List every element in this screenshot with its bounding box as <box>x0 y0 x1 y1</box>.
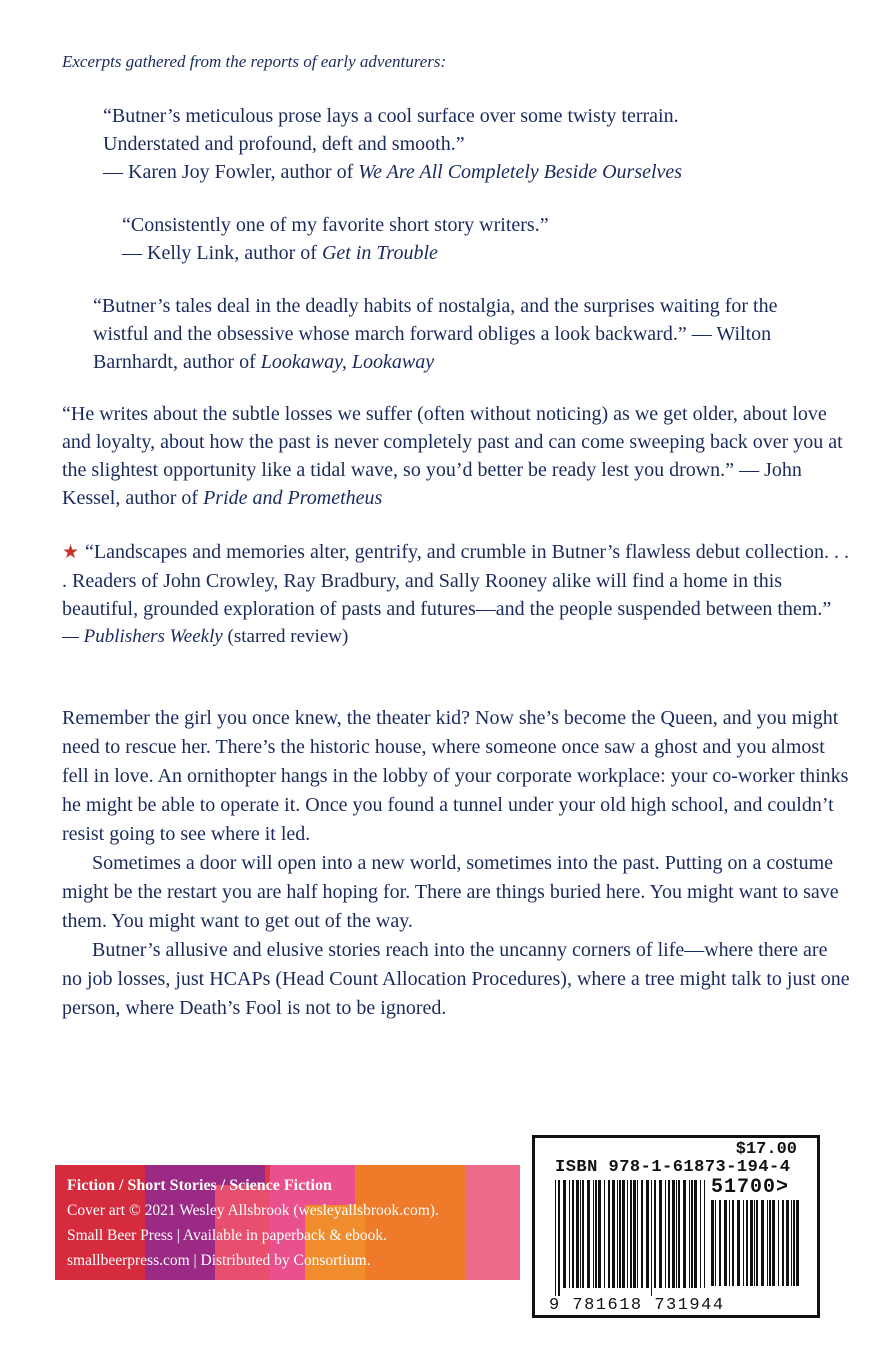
barcode-bar <box>576 1180 579 1288</box>
barcode-bar <box>622 1180 625 1288</box>
attribution-note: (starred review) <box>222 626 349 647</box>
attribution-author: — Kelly Link, author of <box>122 242 322 264</box>
barcode-bar <box>719 1200 721 1286</box>
barcode-bar <box>761 1200 764 1286</box>
barcode-bar <box>676 1180 677 1288</box>
barcode-bar <box>637 1180 638 1288</box>
attribution-author: — John Kessel, author of <box>62 459 802 509</box>
genre-categories: Fiction / Short Stories / Science Fiction <box>67 1177 332 1194</box>
description-paragraph-1: Remember the girl you once knew, the theater kid? Now she’s become the Queen, and you might need to rescue her. There’s the historic house, where someone once saw a ghost and you almost fell in love. An ornithopter hangs in the lobby of your corporate workplace: your co-worker thinks he might be able to operate it. Once you found a tunnel under your old high school, and couldn’t resist going to see where it led. <box>62 707 849 845</box>
publisher-text <box>67 1173 439 1273</box>
barcode-bar <box>593 1180 594 1288</box>
barcode-bar <box>711 1200 714 1286</box>
barcode-bar <box>619 1180 621 1288</box>
barcode-bar <box>756 1200 758 1286</box>
barcode-bar <box>582 1180 584 1288</box>
barcode-bar <box>595 1180 597 1288</box>
barcode-bar <box>769 1200 771 1286</box>
ean-number: 9 781618 731944 <box>549 1296 725 1315</box>
barcode-bar <box>580 1180 581 1288</box>
barcode-bar <box>641 1180 643 1288</box>
ean-barcode-bars <box>555 1180 705 1298</box>
description-paragraph-3: Butner’s allusive and elusive stories reach into the uncanny corners of life—where there are no job losses, just HCAPs (Head Count Allocation Procedures), where a tree might talk to just one person, where Death’s Fool is not to be ignored. <box>62 939 850 1019</box>
barcode-bar <box>689 1180 690 1288</box>
publisher-info-band <box>55 1165 520 1280</box>
barcode-bar <box>724 1200 727 1286</box>
barcode-bar <box>754 1200 755 1286</box>
barcode-bar <box>796 1200 799 1286</box>
attribution-source: Publishers Weekly <box>83 626 223 647</box>
barcode-bar <box>659 1180 662 1288</box>
blurb-quote-kessel <box>62 400 852 512</box>
barcode-bar <box>729 1200 730 1286</box>
quote-text: “Consistently one of my favorite short story writers.” <box>122 214 549 236</box>
barcode-bar <box>608 1180 610 1288</box>
blurb-quote-fowler <box>103 102 743 186</box>
barcode-bar <box>668 1180 670 1288</box>
quote-attribution <box>103 158 743 186</box>
barcode-bar <box>700 1180 701 1288</box>
barcode-bar <box>569 1180 570 1288</box>
price-supplement-code: 51700> <box>711 1176 790 1199</box>
excerpts-intro: Excerpts gathered from the reports of early adventurers: <box>62 52 447 71</box>
barcode-bar <box>558 1180 560 1296</box>
quote-text: “Butner’s meticulous prose lays a cool surface over some twisty terrain. Understated and profound, deft and smooth.” <box>103 105 679 155</box>
quote-text <box>62 538 852 623</box>
barcode-bar <box>604 1180 605 1288</box>
barcode-bar <box>665 1180 666 1288</box>
barcode-bar <box>691 1180 693 1288</box>
barcode-bar <box>782 1200 784 1286</box>
barcode-bar <box>646 1180 649 1288</box>
barcode-bar <box>767 1200 768 1286</box>
barcode-bar <box>672 1180 675 1288</box>
blurb-quote-barnhardt <box>93 292 813 376</box>
barcode-bar <box>627 1180 628 1288</box>
barcode-bar <box>694 1180 697 1288</box>
barcode-bar <box>563 1180 566 1288</box>
barcode-bar <box>746 1200 748 1286</box>
band-art-shape <box>465 1165 520 1280</box>
barcode-bar <box>778 1200 779 1286</box>
attribution-dash: — <box>62 626 84 647</box>
barcode-bar <box>732 1200 734 1286</box>
description-paragraph-2: Sometimes a door will open into a new world, sometimes into the past. Putting on a costume might be the restart you are half hoping for. There are things buried here. You might want to save them. You might want to get out of the way. <box>62 852 839 932</box>
barcode-bar <box>786 1200 789 1286</box>
barcode-bar <box>633 1180 636 1288</box>
barcode-bar <box>737 1200 740 1286</box>
barcode-bar <box>617 1180 618 1288</box>
barcode-bar <box>587 1180 590 1288</box>
barcode-bar <box>654 1180 656 1288</box>
attribution-author: — Wilton Barnhardt, author of <box>93 323 772 373</box>
isbn-text: ISBN 978-1-61873-194-4 <box>555 1158 791 1177</box>
quote-text-with-attribution <box>93 292 813 376</box>
price: $17.00 <box>735 1140 797 1159</box>
attribution-book: Lookaway, Lookaway <box>260 351 435 373</box>
barcode-bar <box>598 1180 601 1288</box>
supplement-barcode-bars <box>711 1200 801 1296</box>
barcode-bar <box>791 1200 792 1286</box>
blurb-quote-link <box>122 211 722 267</box>
attribution-book: We Are All Completely Beside Ourselves <box>358 161 683 183</box>
quote-text-with-attribution <box>62 400 852 512</box>
book-description <box>62 704 852 1023</box>
barcode-bar <box>612 1180 615 1288</box>
attribution-author: — Karen Joy Fowler, author of <box>103 161 359 183</box>
attribution-book: Pride and Prometheus <box>203 487 383 509</box>
attribution-book: Get in Trouble <box>321 242 438 264</box>
star-icon: ★ <box>62 542 80 563</box>
barcode-bar <box>772 1200 775 1286</box>
website-line: smallbeerpress.com | Distributed by Consortium. <box>67 1252 371 1269</box>
quote-attribution <box>122 239 722 267</box>
quote-text: “Butner’s tales deal in the deadly habits of nostalgia, and the surprises waiting for the wistful and the obsessive whose march forward obliges a look backward.” <box>93 295 778 345</box>
barcode-bar <box>678 1180 680 1288</box>
cover-art-credit: Cover art © 2021 Wesley Allsbrook (wesleyallsbrook.com). <box>67 1202 439 1219</box>
quote-attribution <box>62 623 852 651</box>
barcode-bar <box>715 1200 716 1286</box>
blurb-quote-publishers-weekly <box>62 538 852 651</box>
barcode-bar <box>572 1180 574 1288</box>
barcode-bar <box>704 1180 705 1288</box>
barcode-bar <box>630 1180 632 1288</box>
quote-text: “He writes about the subtle losses we suffer (often without noticing) as we get older, about love and loyalty, about how the past is never completely past and can come sweeping back over you at the slightest opportunity like a tidal wave, so you’d better be ready lest you drown.” <box>62 403 843 481</box>
barcode-bar <box>555 1180 556 1296</box>
barcode-bar <box>793 1200 795 1286</box>
barcode-bar <box>651 1180 652 1296</box>
barcode-bar <box>743 1200 744 1286</box>
barcode-bar <box>750 1200 753 1286</box>
publisher-line: Small Beer Press | Available in paperback & ebook. <box>67 1227 388 1244</box>
quote-body: “Landscapes and memories alter, gentrify, and crumble in Butner’s flawless debut collection. . . . Readers of John Crowley, Ray Bradbury, and Sally Rooney alike will find a home in this beautiful, grounded exploration of pasts and futures—and the people suspended between them.” <box>62 541 850 620</box>
isbn-barcode <box>532 1135 820 1318</box>
barcode-bar <box>683 1180 686 1288</box>
